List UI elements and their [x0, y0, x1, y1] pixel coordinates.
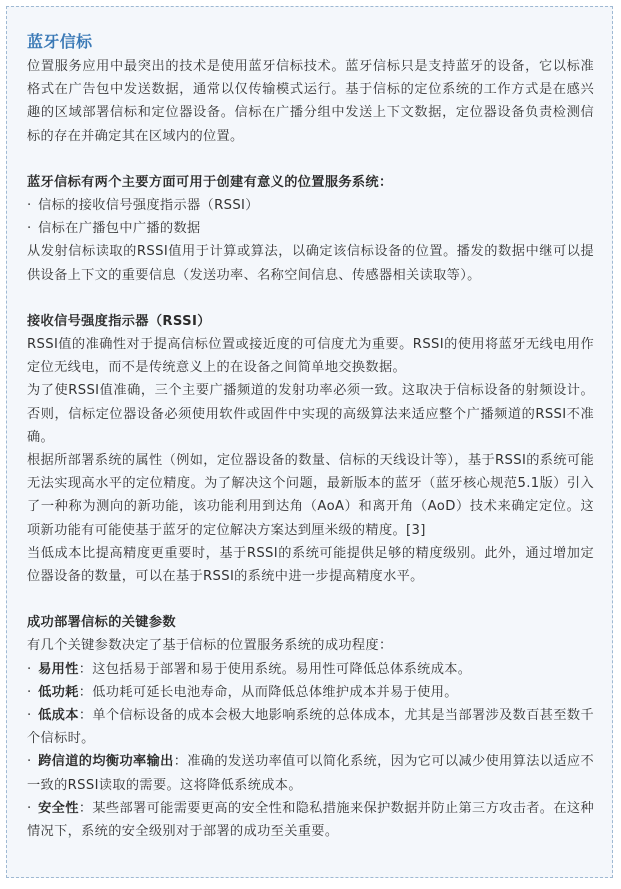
list-item-term: 低成本: [38, 708, 79, 724]
section-heading-rssi: 接收信号强度指示器（RSSI）: [27, 313, 211, 329]
list-item-text: 信标的接收信号强度指示器（RSSI）: [38, 198, 259, 214]
rssi-paragraph: 根据所部署系统的属性（例如，定位器设备的数量、信标的天线设计等），基于RSSI的系统可能无法实现高水平的定位精度。为了解决这个问题，最新版本的蓝牙（蓝牙核心规范5.1版）引入了一种称为测向的新功能，该功能利用到达角（AoA）和离开角（AoD）技术来确定定位。这项新功能有可能使基于蓝牙的定位解决方案达到厘米级的精度。[3]: [27, 453, 594, 538]
list-item-text: ：低功耗可延长电池寿命，从而降低总体维护成本并易于使用。: [78, 684, 458, 700]
list-item-text: ：准确的发送功率值可以简化系统，因为它可以减少使用算法以适应不一致的RSSI读取的需要。这将降低系统成本。: [27, 754, 595, 793]
list-item-term: 安全性: [38, 800, 79, 816]
bullet-icon: ·: [27, 754, 32, 770]
bullet-icon: ·: [27, 221, 32, 237]
list-item-text: 信标在广播包中广播的数据: [38, 221, 201, 237]
list-item: [27, 750, 594, 796]
bullet-icon: ·: [27, 198, 32, 214]
list-item-text: ：某些部署可能需要更高的安全性和隐私措施来保护数据并防止第三方攻击者。在这种情况下，系统的安全级别对于部署的成功至关重要。: [27, 800, 595, 840]
bullet-icon: ·: [27, 708, 32, 724]
list-item: [27, 194, 594, 217]
article-card: [6, 6, 613, 878]
rssi-paragraph: 为了使RSSI值准确，三个主要广播频道的发射功率必须一致。这取决于信标设备的射频设计。否则，信标定位器设备必须使用软件或固件中实现的高级算法来适应整个广播频道的RSSI不准确。: [27, 383, 594, 445]
spacer: [27, 588, 594, 611]
list-item: [27, 681, 594, 704]
list-item-term: 低功耗: [38, 684, 79, 700]
bullet-icon: ·: [27, 800, 32, 816]
spacer: [27, 287, 594, 310]
rssi-paragraph: 当低成本比提高精度更重要时，基于RSSI的系统可能提供足够的精度级别。此外，通过增加定位器设备的数量，可以在基于RSSI的系统中进一步提高精度水平。: [27, 545, 594, 585]
section-body-aspects: 从发射信标读取的RSSI值用于计算或算法，以确定该信标设备的位置。播发的数据中继可以提供设备上下文的重要信息（发送功率、名称空间信息、传感器相关读取等）。: [27, 244, 594, 283]
article-title: 蓝牙信标: [27, 32, 93, 51]
intro-paragraph: 位置服务应用中最突出的技术是使用蓝牙信标技术。蓝牙信标只是支持蓝牙的设备，它以标准格式在广告包中发送数据，通常以仅传输模式运行。基于信标的定位系统的工作方式是在感兴趣的区域部署信标和定位器设备。信标在广播分组中发送上下文数据，定位器设备负责检测信标的存在并确定其在区域内的位置。: [27, 59, 594, 144]
list-item: [27, 658, 594, 681]
list-item-text: ：这包括易于部署和易于使用系统。易用性可降低总体系统成本。: [78, 661, 472, 677]
list-item: [27, 797, 594, 843]
bullet-icon: ·: [27, 661, 32, 677]
spacer: [27, 148, 594, 171]
list-item-text: ：单个信标设备的成本会极大地影响系统的总体成本，尤其是当部署涉及数百甚至数千个信标时。: [27, 708, 595, 747]
section-heading-parameters: 成功部署信标的关键参数: [27, 615, 176, 631]
parameters-intro: 有几个关键参数决定了基于信标的位置服务系统的成功程度：: [27, 638, 393, 654]
rssi-paragraph: RSSI值的准确性对于提高信标位置或接近度的可信度尤为重要。RSSI的使用将蓝牙无线电用作定位无线电，而不是传统意义上的在设备之间简单地交换数据。: [27, 337, 594, 376]
list-item: [27, 217, 594, 240]
list-item-term: 跨信道的均衡功率输出: [38, 754, 174, 770]
list-item-term: 易用性: [38, 661, 79, 677]
list-item: [27, 704, 594, 750]
section-heading-aspects: 蓝牙信标有两个主要方面可用于创建有意义的位置服务系统：: [27, 174, 393, 190]
bullet-icon: ·: [27, 684, 32, 700]
